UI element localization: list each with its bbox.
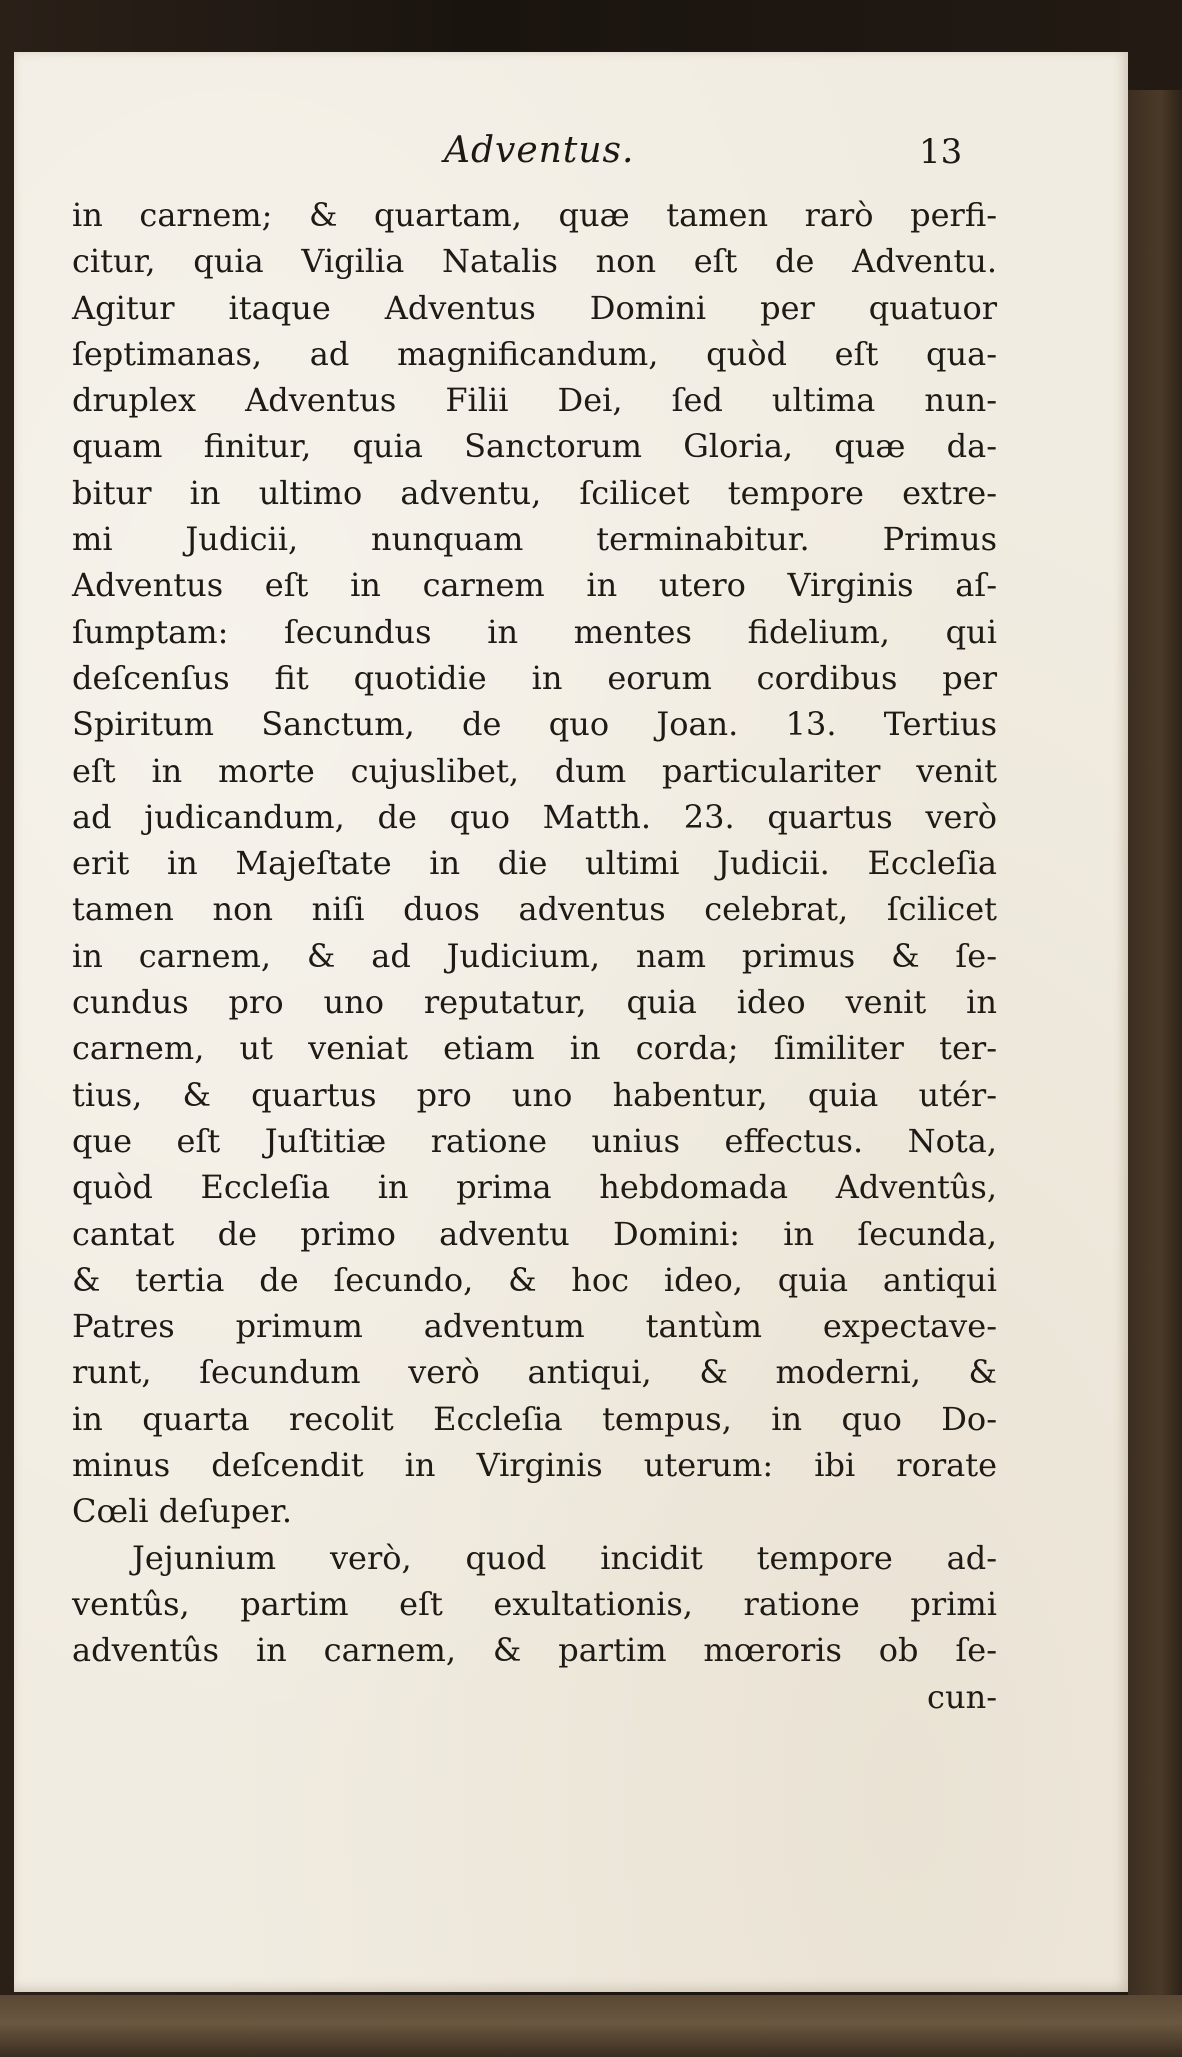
text-line: bitur in ultimo adventu, ſcilicet tempore extre- bbox=[72, 473, 997, 512]
running-head: Adventus. bbox=[444, 130, 635, 171]
text-line: adventûs in carnem, & partim mœroris ob ſe- bbox=[72, 1631, 997, 1670]
text-line: in carnem, & ad Judicium, nam primus & ſe- bbox=[72, 936, 997, 975]
text-line: minus deſcendit in Virginis uterum: ibi rorate bbox=[72, 1446, 997, 1485]
text-line: ſeptimanas, ad magnificandum, quòd eſt qua- bbox=[72, 334, 997, 373]
body-text bbox=[72, 192, 997, 1720]
page-header bbox=[14, 130, 1128, 190]
page-stack-bottom-edge bbox=[0, 1995, 1182, 2057]
text-line: runt, ſecundum verò antiqui, & moderni, & bbox=[72, 1353, 997, 1392]
text-line: citur, quia Vigilia Natalis non eſt de Adventu. bbox=[72, 242, 997, 281]
text-line: ſumptam: ſecundus in mentes fidelium, qui bbox=[72, 612, 997, 651]
text-line: Cœli deſuper. bbox=[72, 1492, 293, 1531]
text-line: quòd Eccleſia in prima hebdomada Adventûs, bbox=[72, 1168, 997, 1207]
text-line: in carnem; & quartam, quæ tamen rarò perfi- bbox=[72, 196, 997, 234]
text-line: Jejunium verò, quod incidit tempore ad- bbox=[132, 1538, 997, 1577]
text-line: in quarta recolit Eccleſia tempus, in quo Do- bbox=[72, 1399, 997, 1438]
text-line: druplex Adventus Filii Dei, ſed ultima nun- bbox=[72, 381, 997, 420]
text-line: deſcenſus fit quotidie in eorum cordibus per bbox=[72, 658, 997, 697]
text-line: Spiritum Sanctum, de quo Joan. 13. Tertius bbox=[72, 705, 997, 744]
text-line: cundus pro uno reputatur, quia ideo venit in bbox=[72, 983, 997, 1022]
text-line: quam finitur, quia Sanctorum Gloria, quæ da- bbox=[72, 427, 997, 466]
text-line: Patres primum adventum tantùm expectave- bbox=[72, 1307, 997, 1346]
text-line: Agitur itaque Adventus Domini per quatuor bbox=[72, 288, 997, 327]
text-line: cantat de primo adventu Domini: in ſecunda, bbox=[72, 1214, 997, 1253]
text-line: ventûs, partim eſt exultationis, ratione primi bbox=[72, 1584, 997, 1623]
page-stack-right-edge bbox=[1128, 90, 1182, 2057]
text-line: Adventus eſt in carnem in utero Virginis aſ- bbox=[72, 566, 997, 605]
text-line: carnem, ut veniat etiam in corda; ſimiliter ter- bbox=[72, 1029, 997, 1068]
page-number: 13 bbox=[919, 132, 963, 172]
text-line: cun- bbox=[927, 1677, 997, 1716]
text-line: erit in Majeſtate in die ultimi Judicii. Eccleſia bbox=[72, 844, 997, 883]
book-page bbox=[14, 52, 1128, 1992]
text-line: & tertia de ſecundo, & hoc ideo, quia antiqui bbox=[72, 1260, 997, 1299]
text-line: tamen non niſi duos adventus celebrat, ſcilicet bbox=[72, 890, 997, 929]
text-line: eſt in morte cujuslibet, dum particulariter venit bbox=[72, 751, 997, 790]
text-line: tius, & quartus pro uno habentur, quia utér- bbox=[72, 1075, 997, 1114]
text-line: mi Judicii, nunquam terminabitur. Primus bbox=[72, 520, 997, 559]
text-line: que eſt Juſtitiæ ratione unius effectus. Nota, bbox=[72, 1121, 997, 1160]
text-line: ad judicandum, de quo Matth. 23. quartus verò bbox=[72, 797, 997, 836]
